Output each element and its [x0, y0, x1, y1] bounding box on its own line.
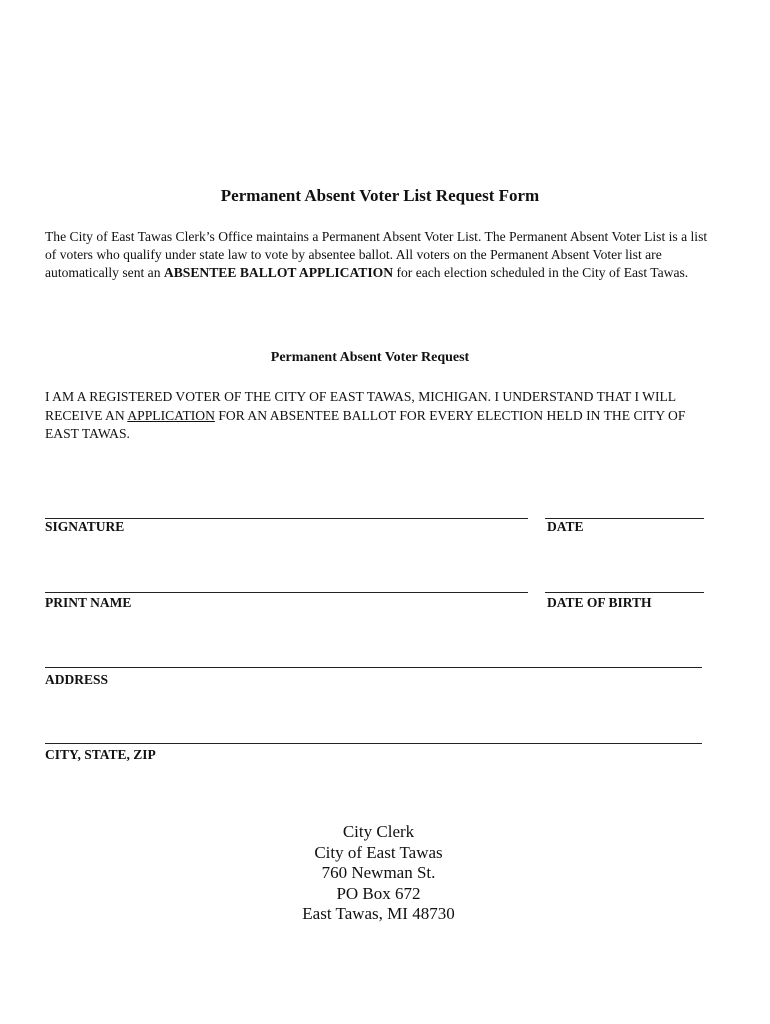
form-title: Permanent Absent Voter List Request Form — [220, 186, 540, 205]
print-name-label: PRINT NAME — [45, 595, 132, 610]
footer-line-city-state-zip: East Tawas, MI 48730 — [302, 904, 455, 923]
intro-text-start: The City of East Tawas Clerk’s Office maintains a Permanent Absent Voter List. The Permanent Absent Voter List is a list of voters who qualify under state law to vote by absentee ballot. All voters on the Permanent Absent Voter list are automatically sent an — [45, 229, 708, 280]
intro-bold-text: ABSENTEE BALLOT APPLICATION — [163, 265, 394, 280]
city-state-zip-label: CITY, STATE, ZIP — [45, 747, 156, 762]
request-statement — [45, 388, 710, 444]
date-label: DATE — [547, 519, 584, 534]
footer-line-clerk: City Clerk — [342, 822, 415, 841]
date-of-birth-line[interactable] — [545, 592, 704, 593]
intro-text-end: for each election scheduled in the City of East Tawas. — [393, 265, 689, 280]
date-of-birth-label: DATE OF BIRTH — [547, 595, 652, 610]
address-line[interactable] — [45, 667, 702, 668]
statement-text-start: I AM A REGISTERED VOTER OF THE CITY OF EAST TAWAS, MICHIGAN. I UNDERSTAND THAT I WILL RECEIVE AN — [45, 389, 676, 423]
footer-line-po-box: PO Box 672 — [336, 883, 421, 903]
statement-underlined-text: APPLICATION — [127, 407, 215, 423]
address-label: ADDRESS — [45, 672, 109, 687]
signature-label: SIGNATURE — [45, 519, 125, 534]
intro-paragraph — [45, 228, 710, 282]
footer-line-street: 760 Newman St. — [321, 863, 436, 882]
request-subtitle: Permanent Absent Voter Request — [270, 350, 470, 365]
print-name-line[interactable] — [45, 592, 528, 593]
clerk-address-block — [0, 822, 757, 925]
footer-line-city: City of East Tawas — [314, 842, 443, 862]
city-state-zip-line[interactable] — [45, 743, 702, 744]
statement-text-end: FOR AN ABSENTEE BALLOT FOR EVERY ELECTION HELD IN THE CITY OF EAST TAWAS. — [45, 407, 686, 441]
